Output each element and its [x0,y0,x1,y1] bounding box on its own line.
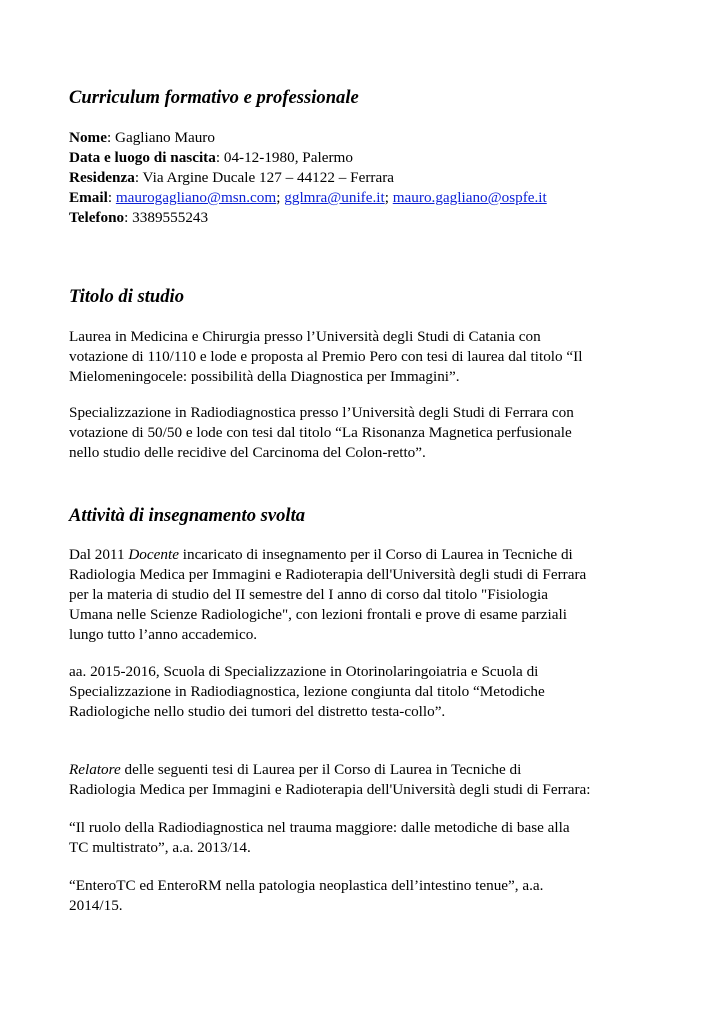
residence-value: : Via Argine Ducale 127 – 44122 – Ferrara [134,169,394,186]
residence-row [69,168,669,188]
email-separator: ; [276,189,285,206]
relatore-italic: Relatore [69,761,121,778]
text-line: Mielomeningocele: possibilità della Diagnostica per Immagini”. [69,368,460,385]
text-line: “Il ruolo della Radiodiagnostica nel trauma maggiore: dalle metodiche di base alla [69,819,570,836]
text-line: Umana nelle Scienze Radiologiche", con lezioni frontali e prove di esame parziali [69,606,567,623]
text-line: Specializzazione in Radiodiagnostica presso l’Università degli Studi di Ferrara con [69,404,574,421]
study-paragraph-2 [69,403,669,463]
text-line: Laurea in Medicina e Chirurgia presso l’Università degli Studi di Catania con [69,328,541,345]
name-label: Nome [69,129,107,146]
teaching-paragraph-1 [69,545,669,645]
teaching-paragraph-2 [69,662,669,722]
text-line: votazione di 50/50 e lode con tesi dal titolo “La Risonanza Magnetica perfusionale [69,424,572,441]
text-line: votazione di 110/110 e lode e proposta al Premio Pero con tesi di laurea dal titolo “Il [69,348,583,365]
text-fragment: incaricato di insegnamento per il Corso di Laurea in Tecniche di [178,546,573,563]
text-line: Radiologia Medica per Immagini e Radioterapia dell'Università degli studi di Ferrara: [69,781,591,798]
text-fragment: delle seguenti tesi di Laurea per il Corso di Laurea in Tecniche di [120,761,522,778]
birth-row [69,148,669,168]
text-line [69,760,669,780]
text-line: Radiologia Medica per Immagini e Radioterapia dell'Università degli studi di Ferrara [69,566,587,583]
name-value: : Gagliano Mauro [106,129,215,146]
phone-value: : 3389555243 [124,209,209,226]
email-link-msn[interactable]: maurogagliano@msn.com [115,189,277,206]
text-line: aa. 2015-2016, Scuola di Specializzazione in Otorinolaringoiatria e Scuola di [69,663,539,680]
phone-row [69,208,669,228]
email-separator: : [107,189,116,206]
teaching-paragraph-3 [69,760,669,800]
text-line [69,545,669,565]
text-line: per la materia di studio del II semestre del I anno di corso dal titolo "Fisiologia [69,586,549,603]
email-separator: ; [384,189,393,206]
thesis-item-2 [69,876,669,916]
text-fragment: Dal 2011 [69,546,129,563]
text-line: “EnteroTC ed EnteroRM nella patologia neoplastica dell’intestino tenue”, a.a. [69,877,544,894]
email-label: Email [69,189,108,206]
phone-label: Telefono [69,209,125,226]
birth-value: : 04-12-1980, Palermo [215,149,353,166]
email-link-ospfe[interactable]: mauro.gagliano@ospfe.it [392,189,547,206]
text-line: nello studio delle recidive del Carcinoma del Colon-retto”. [69,444,426,461]
text-line: Specializzazione in Radiodiagnostica, lezione congiunta dal titolo “Metodiche [69,683,545,700]
text-line: TC multistrato”, a.a. 2013/14. [69,839,251,856]
text-line: 2014/15. [69,897,123,914]
study-section-title: Titolo di studio [69,286,185,307]
docente-italic: Docente [128,546,179,563]
document-title: Curriculum formativo e professionale [69,87,359,108]
personal-info [69,128,669,228]
email-link-unife[interactable]: gglmra@unife.it [284,189,385,206]
email-row [69,188,669,208]
residence-label: Residenza [69,169,135,186]
text-line: Radiologiche nello studio dei tumori del distretto testa-collo”. [69,703,446,720]
thesis-item-1 [69,818,669,858]
text-line: lungo tutto l’anno accademico. [69,626,258,643]
teaching-section-title: Attività di insegnamento svolta [69,505,306,526]
study-paragraph-1 [69,327,669,387]
name-row [69,128,669,148]
birth-label: Data e luogo di nascita [69,149,216,166]
